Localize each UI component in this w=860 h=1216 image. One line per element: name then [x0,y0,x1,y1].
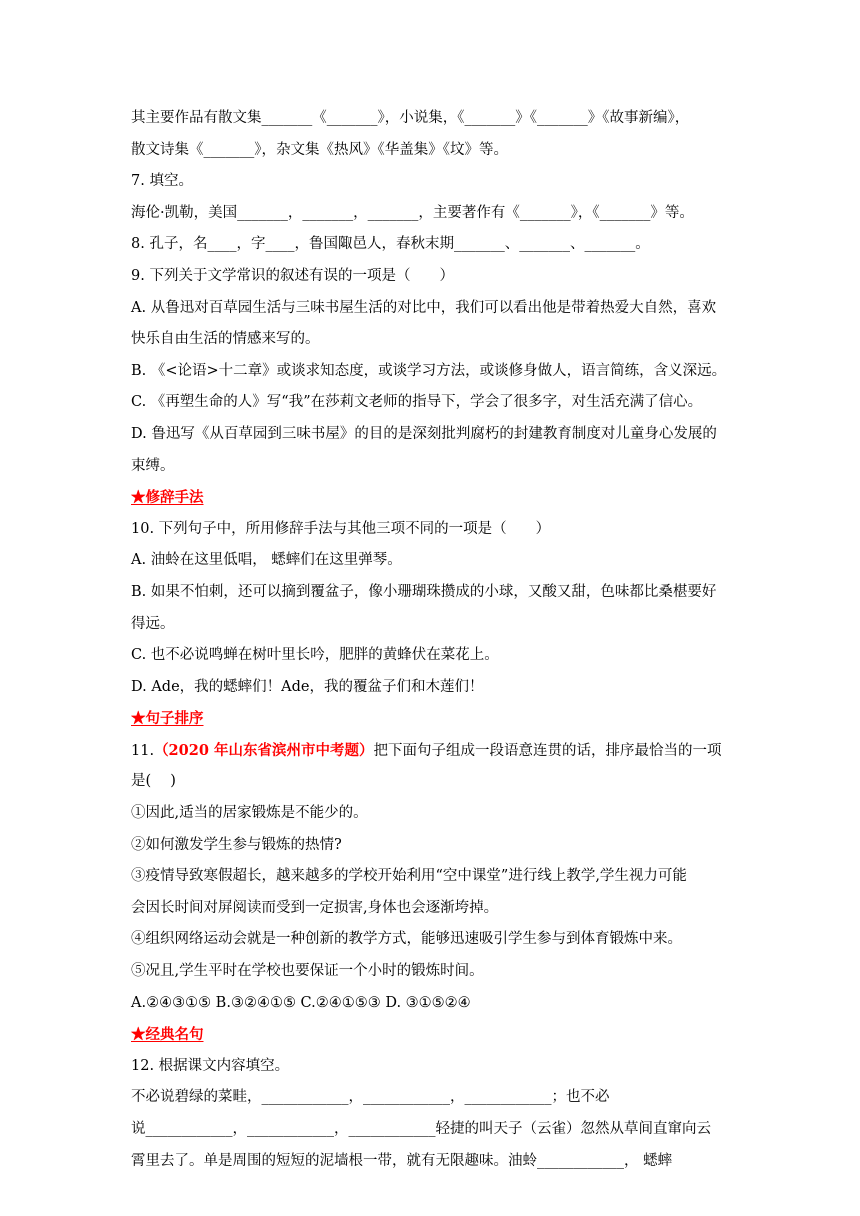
sentence-1: ①因此,适当的居家锻炼是不能少的。 [131,805,368,822]
question-9: 9. 下列关于文学常识的叙述有误的一项是（ ） [131,267,454,284]
option-a: A. 从鲁迅对百草园生活与三味书屋生活的对比中，我们可以看出他是带着热爱大自然，喜欢 [131,299,717,316]
question-text: 把下面句子组成一段语意连贯的话，排序最恰当的一项 [373,742,722,759]
question-8: 8. 孔子，名____，字____，鲁国陬邑人，春秋末期_______、_______、_______。 [131,236,650,253]
question-11 [131,735,731,767]
text-line: 快乐自由生活的情感来写的。 [131,331,320,348]
text-line: 不必说碧绿的菜畦，____________，____________，____________；也不必 [131,1089,610,1106]
option-b: B. 如果不怕刺，还可以摘到覆盆子，像小珊瑚珠攒成的小球，又酸又甜，色味都比桑椹要好 [131,583,717,600]
section-heading-classic-quotes: ★经典名句 [131,1026,204,1044]
answer-options: A.②④③①⑤ B.③②④①⑤ C.②④①⑤③ D. ③①⑤②④ [131,994,471,1011]
text-line: 海伦·凯勒，美国_______，_______，_______，主要著作有《_______》，《_______》等。 [131,204,694,221]
option-b: B. 《<论语>十二章》或谈求知态度，或谈学习方法，或谈修身做人，语言简练，含义深远。 [131,362,727,379]
text-line: 霄里去了。单是周围的短短的泥墙根一带，就有无限趣味。油蛉____________， 蟋蟀 [131,1152,673,1169]
text-line: 得远。 [131,615,175,632]
option-a: A. 油蛉在这里低唱， 蟋蟀们在这里弹琴。 [131,552,402,569]
text-line: 其主要作品有散文集_______《_______》，小说集，《_______》《_______》《故事新编》， [131,110,690,126]
option-d: D. 鲁迅写《从百草园到三味书屋》的目的是深刻批判腐朽的封建教育制度对儿童身心发展的 [131,425,717,442]
option-c: C. 《再塑生命的人》写“我”在莎莉文老师的指导下，学会了很多字，对生活充满了信心。 [131,394,703,411]
sentence-2: ②如何激发学生参与锻炼的热情? [131,836,342,853]
sentence-4: ④组织网络运动会就是一种创新的教学方式，能够迅速吸引学生参与到体育锻炼中来。 [131,931,682,948]
question-number: 11. [131,742,155,759]
sentence-3: ③疫情导致寒假超长，越来越多的学校开始利用“空中课堂”进行线上教学,学生视力可能 [131,868,687,885]
sentence-5: ⑤况且,学生平时在学校也要保证一个小时的锻炼时间。 [131,963,484,980]
option-c: C. 也不必说鸣蝉在树叶里长吟，肥胖的黄蜂伏在菜花上。 [131,647,499,664]
option-d: D. Ade，我的蟋蟀们！Ade，我的覆盆子们和木莲们！ [131,678,484,695]
text-line: 会因长时间对屏阅读而受到一定损害,身体也会逐渐垮掉。 [131,899,499,916]
document-content [131,103,731,1177]
question-source: （2020 年山东省滨州市中考题） [154,741,374,759]
text-line: 说____________，____________，____________轻捷的叫天子（云雀）忽然从草间直窜向云 [131,1121,711,1137]
text-line: 散文诗集《_______》，杂文集《热风》《华盖集》《坟》等。 [131,141,508,158]
question-10: 10. 下列句子中，所用修辞手法与其他三项不同的一项是（ ） [131,520,551,537]
section-heading-rhetoric: ★修辞手法 [131,489,204,507]
text-line: 是( ) [131,773,176,790]
question-7: 7. 填空。 [131,173,193,190]
text-line: 束缚。 [131,457,175,474]
section-heading-sentence-order: ★句子排序 [131,710,204,728]
question-12: 12. 根据课文内容填空。 [131,1057,290,1074]
